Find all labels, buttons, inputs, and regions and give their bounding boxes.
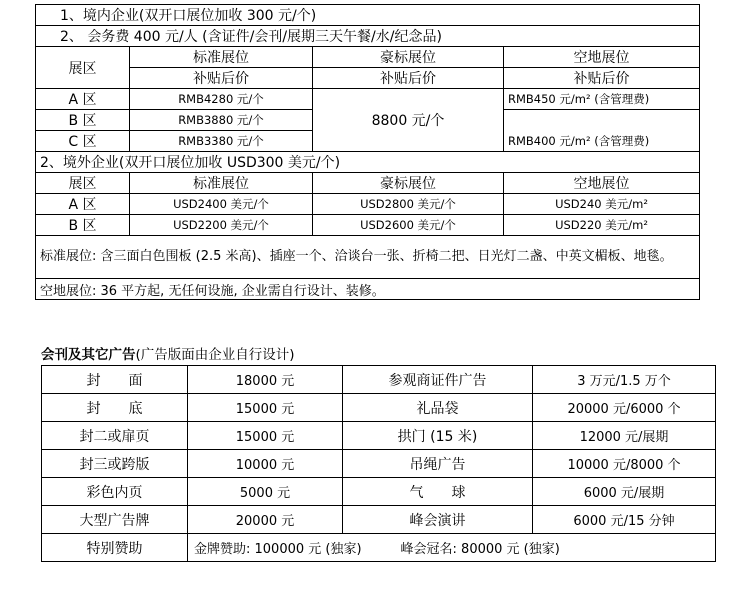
ad-item: 礼品袋	[343, 394, 533, 422]
ad-item: 参观商证件广告	[343, 366, 533, 394]
subsidy-label-standard: 补贴后价	[130, 68, 313, 89]
ad-item: 封二或扉页	[42, 422, 188, 450]
domestic-b-standard-price: RMB3880 元/个	[130, 110, 313, 131]
ad-price: 6000 元/15 分钟	[533, 506, 716, 534]
domestic-bc-space-price: RMB400 元/m² (含管理费)	[504, 110, 700, 152]
ad-item: 吊绳广告	[343, 450, 533, 478]
ad-item: 峰会演讲	[343, 506, 533, 534]
sponsor-text: 金牌赞助: 100000 元 (独家) 峰会冠名: 80000 元 (独家)	[188, 534, 716, 562]
foreign-header-luxury: 豪标展位	[313, 173, 504, 194]
ad-item: 彩色内页	[42, 478, 188, 506]
domestic-area-c: C 区	[36, 131, 130, 152]
foreign-area-b: B 区	[36, 215, 130, 236]
header-luxury-booth: 豪标展位	[313, 47, 504, 68]
foreign-b-space-price: USD220 美元/m²	[504, 215, 700, 236]
domestic-area-a: A 区	[36, 89, 130, 110]
domestic-area-b: B 区	[36, 110, 130, 131]
ad-price: 3 万元/1.5 万个	[533, 366, 716, 394]
ad-price: 12000 元/展期	[533, 422, 716, 450]
foreign-a-luxury-price: USD2800 美元/个	[313, 194, 504, 215]
advertising-title-note: (广告版面由企业自行设计)	[135, 347, 295, 363]
ad-item: 气 球	[343, 478, 533, 506]
table-row	[42, 478, 716, 506]
space-booth-description: 空地展位: 36 平方起, 无任何设施, 企业需自行设计、装修。	[36, 279, 700, 300]
standard-booth-description: 标准展位: 含三面白色围板 (2.5 米高)、插座一个、洽谈台一张、折椅二把、日光灯二盏、中英文楣板、地毯。	[36, 236, 700, 279]
foreign-a-standard-price: USD2400 美元/个	[130, 194, 313, 215]
foreign-b-standard-price: USD2200 美元/个	[130, 215, 313, 236]
advertising-title-bold: 会刊及其它广告	[41, 347, 136, 363]
ad-price: 20000 元/6000 个	[533, 394, 716, 422]
domestic-a-space-price: RMB450 元/m² (含管理费)	[504, 89, 700, 110]
subsidy-label-space: 补贴后价	[504, 68, 700, 89]
ad-price: 20000 元	[188, 506, 343, 534]
ad-price: 10000 元/8000 个	[533, 450, 716, 478]
table-row	[42, 506, 716, 534]
table-row	[42, 450, 716, 478]
ad-item: 拱门 (15 米)	[343, 422, 533, 450]
table-row	[42, 366, 716, 394]
domestic-c-standard-price: RMB3380 元/个	[130, 131, 313, 152]
foreign-header-space: 空地展位	[504, 173, 700, 194]
sponsor-label: 特别赞助	[42, 534, 188, 562]
foreign-surcharge-note: 2、境外企业(双开口展位加收 USD300 美元/个)	[36, 152, 700, 173]
table-row	[42, 422, 716, 450]
advertising-section-title	[41, 343, 295, 363]
foreign-header-standard: 标准展位	[130, 173, 313, 194]
ad-price: 18000 元	[188, 366, 343, 394]
domestic-luxury-price: 8800 元/个	[313, 89, 504, 152]
foreign-b-luxury-price: USD2600 美元/个	[313, 215, 504, 236]
ad-item: 封 底	[42, 394, 188, 422]
ad-price: 5000 元	[188, 478, 343, 506]
ad-item: 封 面	[42, 366, 188, 394]
exhibition-price-table	[35, 4, 700, 300]
ad-item: 大型广告牌	[42, 506, 188, 534]
ad-price: 10000 元	[188, 450, 343, 478]
table-row	[42, 394, 716, 422]
foreign-area-a: A 区	[36, 194, 130, 215]
subsidy-label-luxury: 补贴后价	[313, 68, 504, 89]
ad-price: 15000 元	[188, 422, 343, 450]
foreign-a-space-price: USD240 美元/m²	[504, 194, 700, 215]
header-area: 展区	[36, 47, 130, 89]
foreign-header-area: 展区	[36, 173, 130, 194]
ad-price: 6000 元/展期	[533, 478, 716, 506]
ad-item: 封三或跨版	[42, 450, 188, 478]
advertising-price-table	[41, 365, 716, 562]
header-standard-booth: 标准展位	[130, 47, 313, 68]
domestic-surcharge-note: 1、境内企业(双开口展位加收 300 元/个)	[36, 5, 700, 26]
domestic-a-standard-price: RMB4280 元/个	[130, 89, 313, 110]
header-space-booth: 空地展位	[504, 47, 700, 68]
sponsor-row	[42, 534, 716, 562]
ad-price: 15000 元	[188, 394, 343, 422]
domestic-conference-fee-note: 2、 会务费 400 元/人 (含证件/会刊/展期三天午餐/水/纪念品)	[36, 26, 700, 47]
